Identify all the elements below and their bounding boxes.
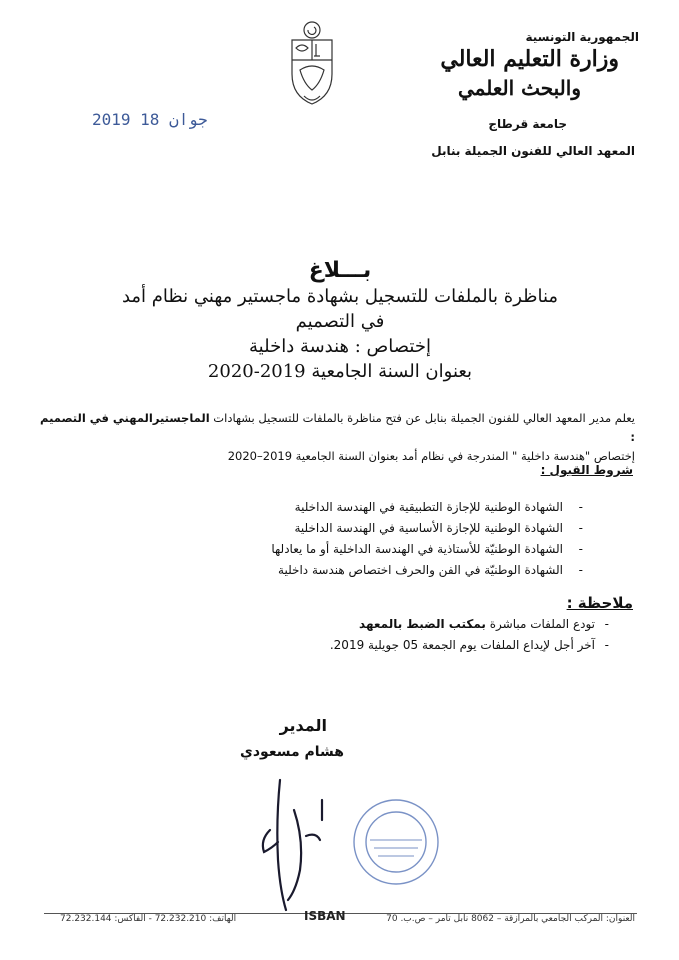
footer-phone: الهاتف: 72.232.210 - الفاكس: 72.232.144 <box>60 914 237 924</box>
note-1-text: تودع الملفات مباشرة <box>485 617 595 631</box>
body-line-1-bold: الماجستيرالمهني في التصميم : <box>40 411 635 444</box>
header-university: جامعة قرطاج <box>488 117 567 131</box>
title-line-3: إختصاص : هندسة داخلية <box>249 336 431 357</box>
institute-logo-text: ISBAN <box>304 909 346 923</box>
header-ministry-line1: وزارة التعليم العالي <box>440 46 619 72</box>
header-republic: الجمهورية التونسية <box>525 30 639 44</box>
header-institute: المعهد العالي للفنون الجميلة بنابل <box>431 144 635 158</box>
title-line-4: بعنوان السنة الجامعية 2019-2020 <box>207 361 473 382</box>
handwritten-signature-icon <box>210 770 410 920</box>
title-line-2: في التصميم <box>295 311 385 332</box>
received-date-stamp: 2019 جوان 18 <box>92 110 208 129</box>
announcement-title: بـــلاغ <box>308 258 372 283</box>
announcement-title-block <box>100 258 580 384</box>
coat-of-arms-icon <box>286 18 338 110</box>
list-item: - الشهادة الوطنيّة في الفن والحرف اختصاص هندسة داخلية <box>153 560 583 581</box>
list-item: - الشهادة الوطنيّة للأستاذية في الهندسة الداخلية أو ما يعادلها <box>153 539 583 560</box>
signatory-title: المدير <box>279 716 327 735</box>
note-title: ملاحظة : <box>566 594 633 612</box>
note-1-bold: بمكتب الضبط بالمعهد <box>359 617 486 631</box>
list-item: - الشهادة الوطنية للإجازة التطبيقية في الهندسة الداخلية <box>153 497 583 518</box>
conditions-list <box>153 497 583 581</box>
conditions-title: شروط القبول : <box>540 463 633 477</box>
body-line-1 <box>35 409 635 447</box>
title-line-1: مناظرة بالملفات للتسجيل بشهادة ماجستير مهني نظام أمد <box>121 286 559 307</box>
list-item <box>209 614 609 635</box>
body-line-1-text: يعلم مدير المعهد العالي للفنون الجميلة بنابل عن فتح مناظرة بالملفات للتسجيل بشهادات <box>209 411 635 425</box>
body-paragraph <box>35 409 635 466</box>
note-list <box>209 614 609 656</box>
header-ministry-line2: والبحث العلمي <box>457 76 581 100</box>
signatory-name: هشام مسعودي <box>240 744 344 760</box>
list-item: - الشهادة الوطنية للإجازة الأساسية في الهندسة الداخلية <box>153 518 583 539</box>
footer-address: العنوان: المركب الجامعي بالمرازقة – 8062 نابل تامر – ص.ب. 70 <box>386 914 635 924</box>
body-line-2: إختصاص "هندسة داخلية " المندرجة في نظام أمد بعنوان السنة الجامعية 2019–2020 <box>227 449 635 463</box>
list-item: - آخر أجل لإيداع الملفات يوم الجمعة 05 جويلية 2019. <box>209 635 609 656</box>
institute-logo-icon <box>302 904 348 926</box>
